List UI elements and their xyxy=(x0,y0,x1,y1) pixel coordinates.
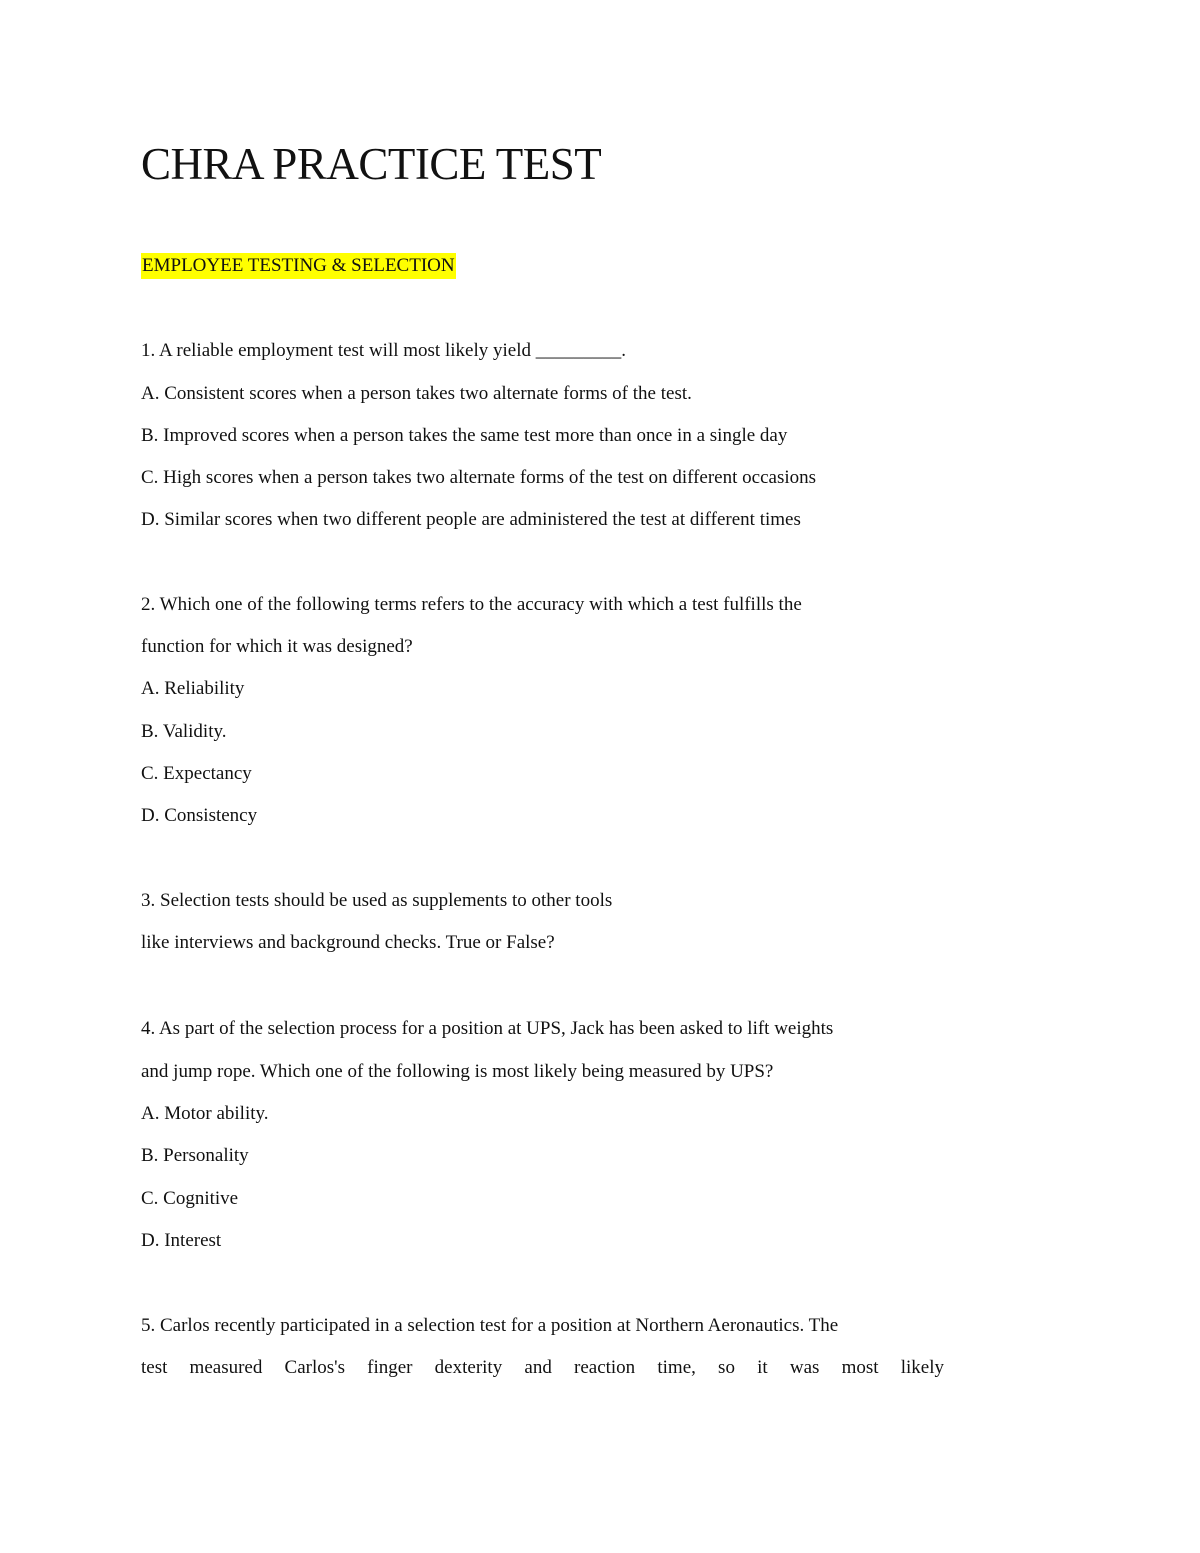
question-2-option-a: A. Reliability xyxy=(141,678,245,699)
question-1-text: 1. A reliable employment test will most likely yield _________. xyxy=(141,340,626,361)
question-1-option-d: D. Similar scores when two different people are administered the test at different times xyxy=(141,509,801,530)
question-4-option-a: A. Motor ability. xyxy=(141,1103,269,1124)
question-2-option-d: D. Consistency xyxy=(141,805,258,826)
question-1-option-c: C. High scores when a person takes two alternate forms of the test on different occasions xyxy=(141,467,817,488)
question-1-option-b: B. Improved scores when a person takes the same test more than once in a single day xyxy=(141,425,788,446)
question-3-text-line-2: like interviews and background checks. True or False? xyxy=(141,932,555,953)
question-4-text-line-2: and jump rope. Which one of the following is most likely being measured by UPS? xyxy=(141,1061,774,1082)
question-4-text-line-1: 4. As part of the selection process for a position at UPS, Jack has been asked to lift weights xyxy=(141,1018,834,1039)
question-4-option-b: B. Personality xyxy=(141,1145,249,1166)
question-5-text-line-2: test measured Carlos's finger dexterity and reaction time, so it was most likely xyxy=(141,1357,944,1378)
question-2-option-c: C. Expectancy xyxy=(141,763,252,784)
question-2-text-line-1: 2. Which one of the following terms refers to the accuracy with which a test fulfills the xyxy=(141,594,802,615)
question-2-text-line-2: function for which it was designed? xyxy=(141,636,413,657)
question-1-option-a: A. Consistent scores when a person takes two alternate forms of the test. xyxy=(141,383,692,404)
question-4-option-d: D. Interest xyxy=(141,1230,222,1251)
question-4-option-c: C. Cognitive xyxy=(141,1188,239,1209)
question-2-option-b: B. Validity. xyxy=(141,721,227,742)
question-3-text-line-1: 3. Selection tests should be used as supplements to other tools xyxy=(141,890,613,911)
page-title: CHRA PRACTICE TEST xyxy=(141,139,602,189)
section-heading: EMPLOYEE TESTING & SELECTION xyxy=(141,253,456,279)
question-5-text-line-1: 5. Carlos recently participated in a selection test for a position at Northern Aeronautics. The xyxy=(141,1315,839,1336)
